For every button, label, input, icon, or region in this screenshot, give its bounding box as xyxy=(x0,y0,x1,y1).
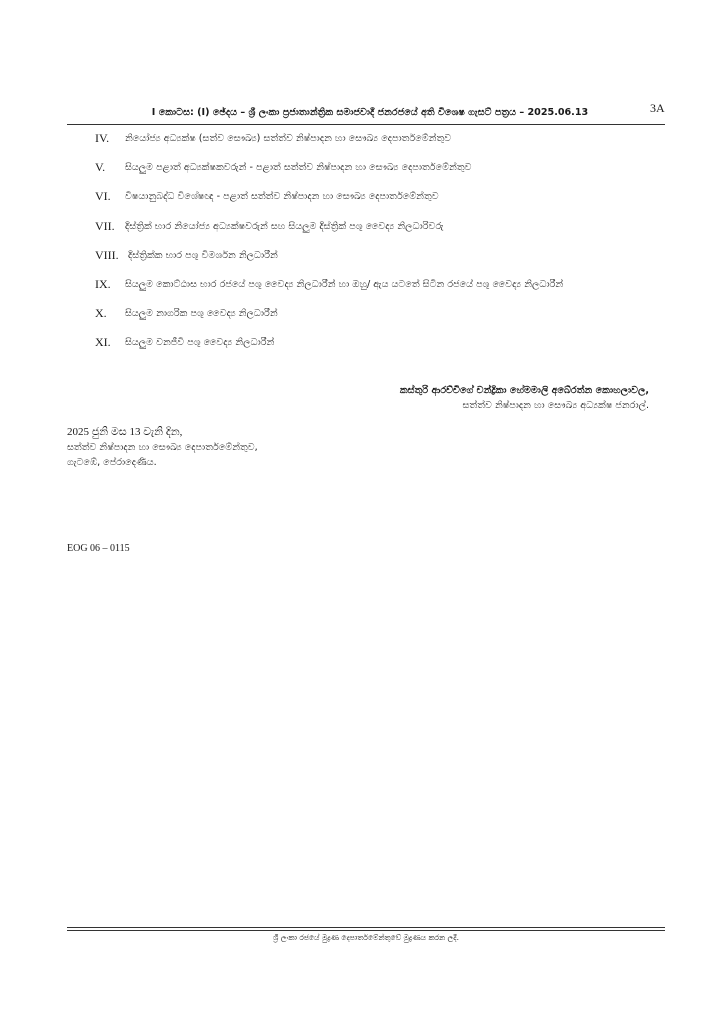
list-item-text: දිස්ත්‍රික්ක භාර පශු විමර්ශන නිලධාරීන් xyxy=(128,249,278,261)
signatory-name: කස්තුරි ආරච්චිගේ චන්ද්‍රිකා හේමමාලි අබේරත්න කොහලාවල, xyxy=(399,385,649,396)
list-item xyxy=(95,335,695,364)
list-numeral: XI. xyxy=(95,335,111,350)
list-numeral: VI. xyxy=(95,189,111,204)
recipient-list xyxy=(95,131,695,365)
issuing-office: සත්ත්ව නිෂ්පාදන හා සෞඛ්‍ය දෙපාර්තමේන්තුව, xyxy=(67,442,258,453)
list-numeral: IX. xyxy=(95,276,111,291)
signatory-designation: සත්ත්ව නිෂ්පාදන හා සෞඛ්‍ය අධ්‍යක්ෂ ජනරාල්. xyxy=(462,400,649,411)
issue-date: 2025 ජුනි මස 13 වැනි දින, xyxy=(67,426,183,438)
list-item-text: සියලුම පළාත් අධ්‍යක්ෂකවරුන් - පළාත් සත්ත්ව නිෂ්පාදන හා සෞඛ්‍ය දෙපාර්තමේන්තුව xyxy=(125,162,472,174)
list-numeral: IV. xyxy=(95,131,110,145)
list-item-text: සියලුම කොට්ඨාස භාර රජයේ පශු වෛද්‍ය නිලධාරීන් හා ඔහු/ ඇය යටතේ සිටින රජයේ පශු වෛද්‍ය නිලධාරීන් xyxy=(125,278,564,290)
page-number: 3A xyxy=(650,101,665,115)
list-item xyxy=(95,219,695,248)
list-item xyxy=(95,189,695,218)
list-item-text: සියලුම නාගරික පශු වෛද්‍ය නිලධාරීන් xyxy=(125,308,278,320)
list-numeral: VIII. xyxy=(95,247,119,262)
list-item-text: විෂයානුබද්ධ විශේෂඥ - පළාත් සත්ත්ව නිෂ්පාදන හා සෞඛ්‍ය දෙපාර්තමේන්තුව xyxy=(125,191,439,203)
header-divider xyxy=(67,124,665,125)
list-numeral: X. xyxy=(95,306,107,321)
signature-block xyxy=(400,383,649,413)
list-item-text: සියලුම වනජීවී පශු වෛද්‍ය නිලධාරීන් xyxy=(125,337,275,349)
date-place-block xyxy=(67,425,258,470)
list-item xyxy=(95,131,695,160)
list-item xyxy=(95,248,695,277)
list-item-text: නියෝජ්‍ය අධ්‍යක්ෂ (සත්ව සෞඛ්‍ය) සත්ත්ව නිෂ්පාදන හා සෞඛ්‍ය දෙපාර්තමේන්තුව xyxy=(125,133,452,144)
printer-note: ශ්‍රී ලංකා රජයේ මුද්‍රණ දෙපාර්තමේන්තුවේ මුද්‍රණය කරන ලදී. xyxy=(273,933,459,942)
list-item xyxy=(95,306,695,335)
issuing-place: ගැටඹේ, පේරාදෙණිය. xyxy=(67,457,157,468)
list-numeral: VII. xyxy=(95,218,115,233)
list-item xyxy=(95,160,695,189)
list-item-text: දිස්ත්‍රික් භාර නියෝජ්‍ය අධ්‍යක්ෂවරුන් සහ සියලුම දිස්ත්‍රික් පශු වෛද්‍ය නිලධාරිවරු xyxy=(125,220,444,232)
footer-divider xyxy=(67,927,665,928)
gazette-header-title: I කොටස: (I) ඡේදය – ශ්‍රී ලංකා ප්‍රජාතාන්ත්‍රික සමාජවාදී ජනරජයේ අති විශෙෂ ගැසට් පත්‍රය – 2025.06.13 xyxy=(151,107,589,118)
reference-code: EOG 06 – 0115 xyxy=(67,543,130,554)
list-item xyxy=(95,277,695,306)
list-numeral: V. xyxy=(95,160,106,175)
footer-divider xyxy=(67,930,665,931)
